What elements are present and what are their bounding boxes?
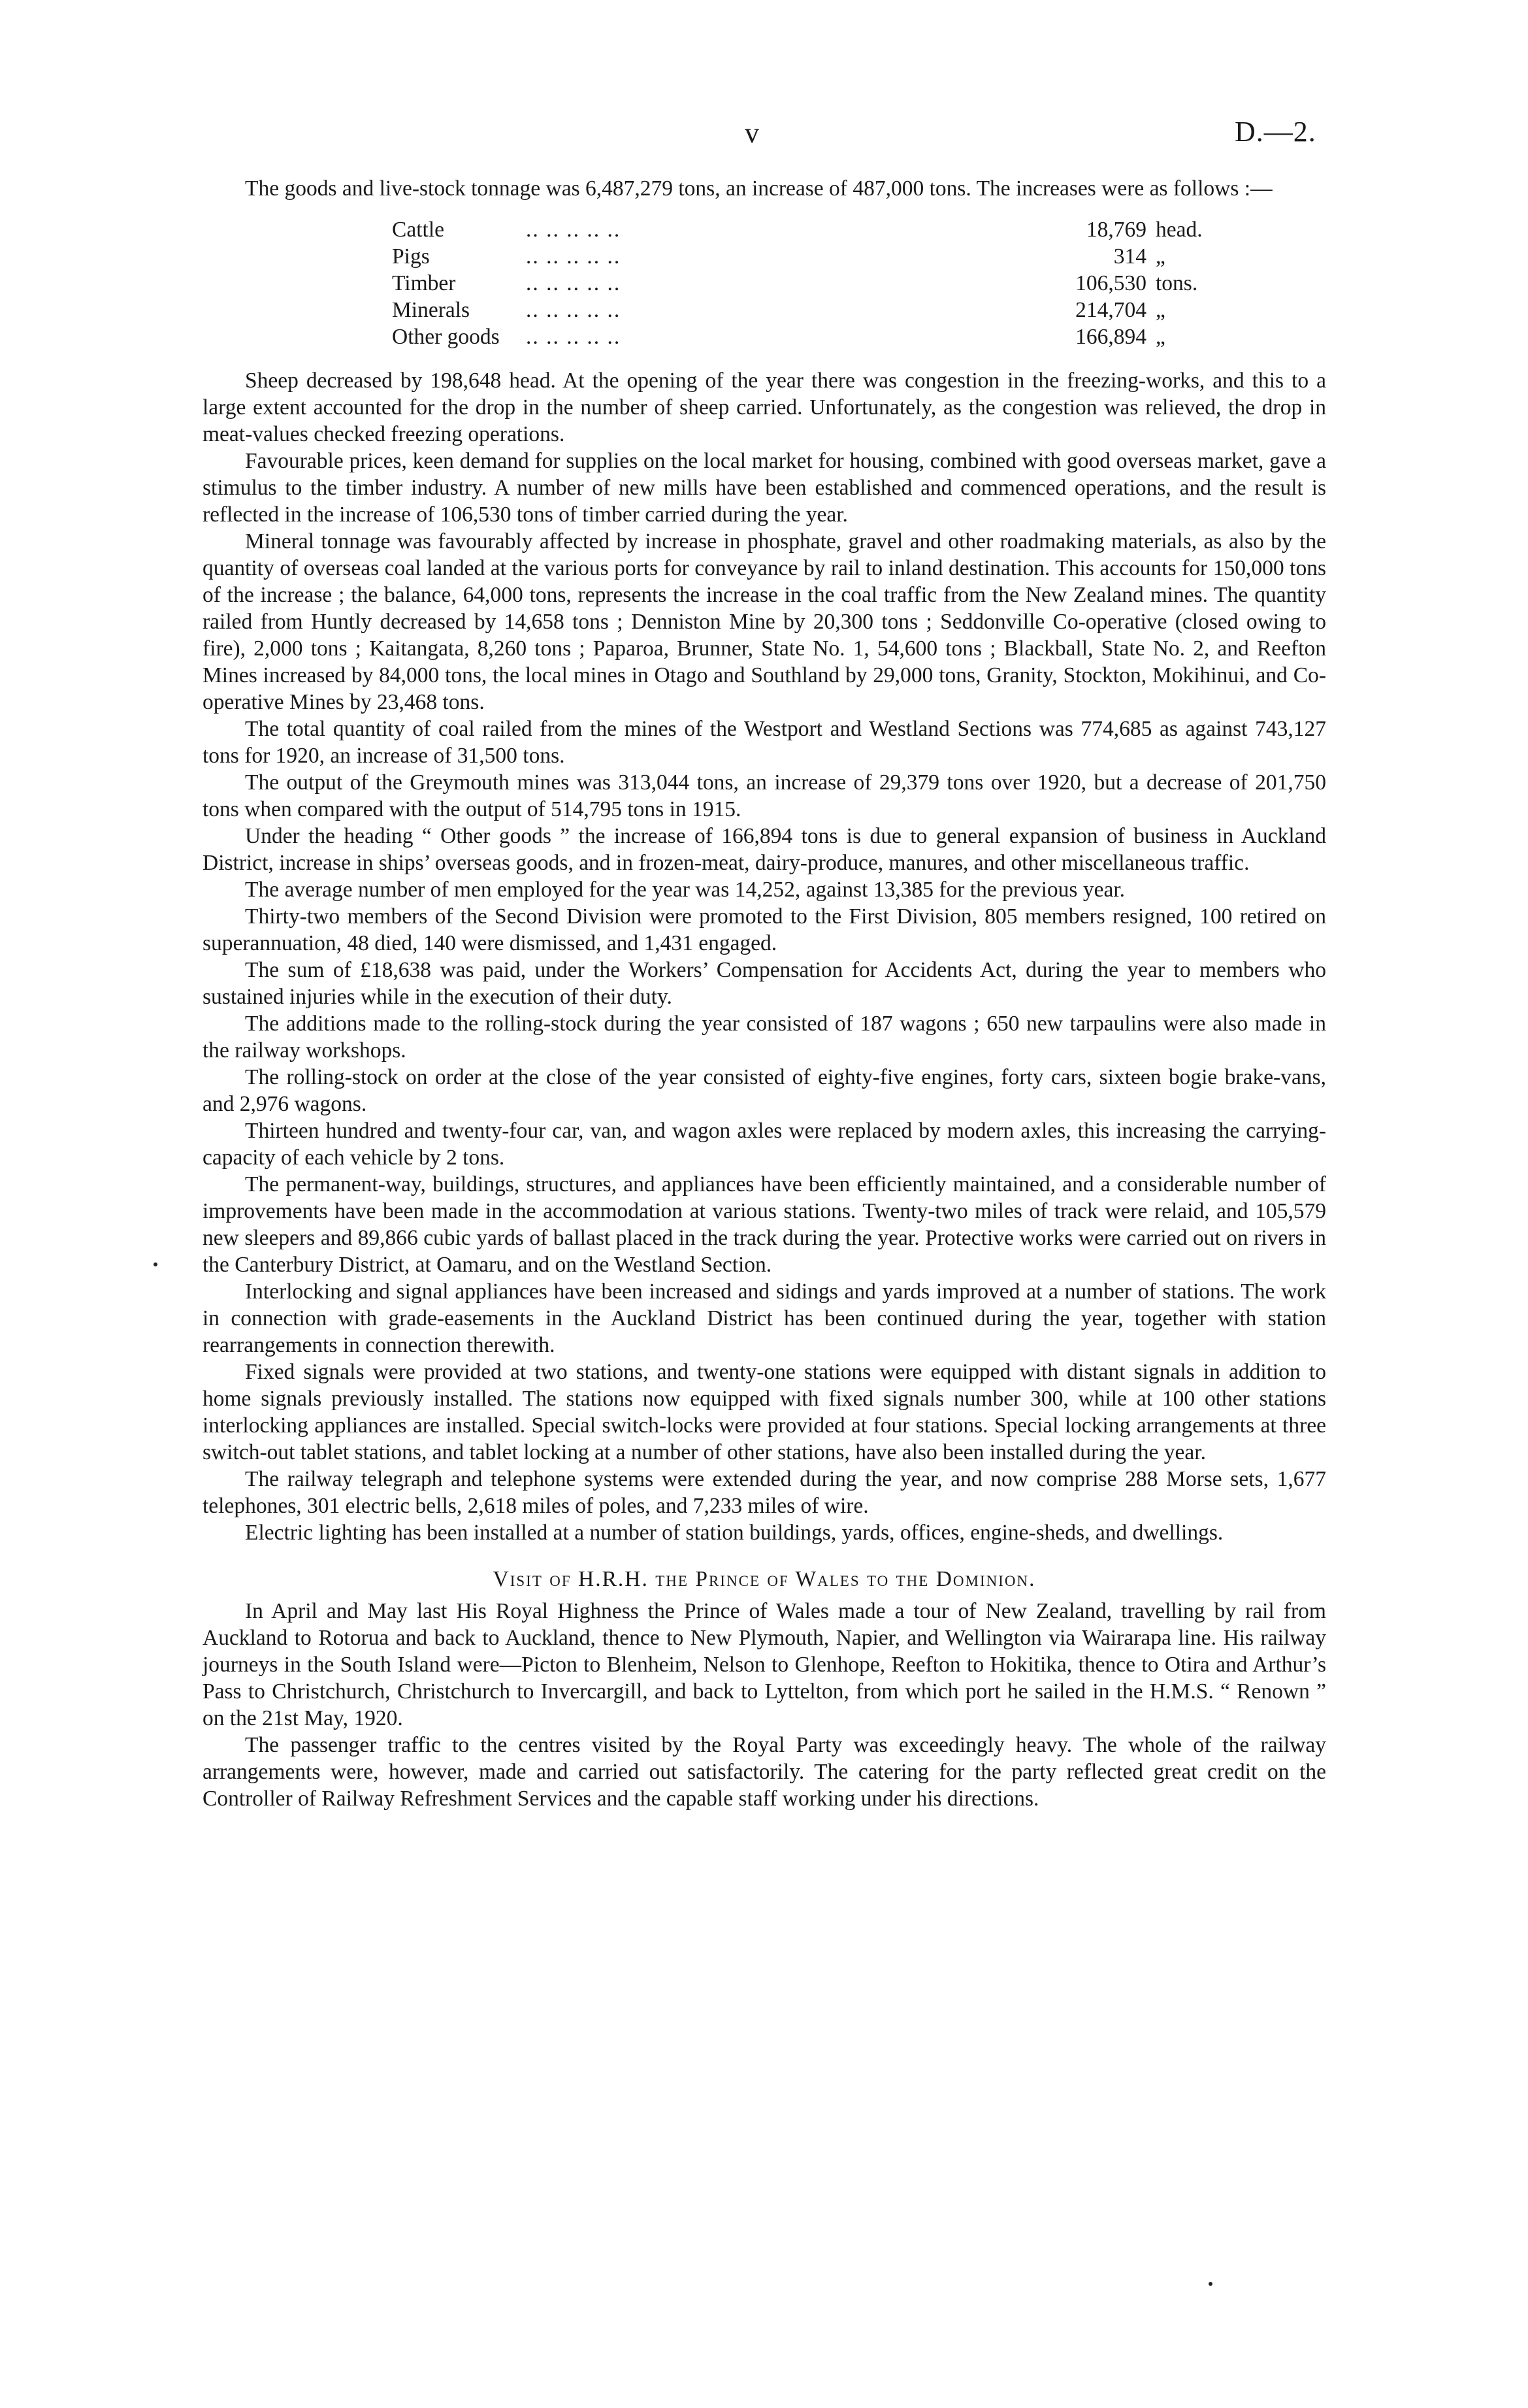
item-unit: „ xyxy=(1156,325,1165,349)
paragraph-permanent-way: The permanent-way, buildings, structures, and appliances have been efficiently maintained, and a considerable number of improvements have been made in the accommodation at various stations. Twenty-two miles of track were relaid, and 105,579 new sleepers and 89,866 cubic yards of ballast placed in the track during the year. Protective works were carried out on rivers in the Canterbury District, at Oamaru, and on the Westland Section. xyxy=(203,1172,1326,1277)
item-unit: „ xyxy=(1156,244,1165,269)
paragraph-greymouth-output: The output of the Greymouth mines was 313,044 tons, an increase of 29,379 tons over 1920, but a decrease of 201,750 tons when compared with the output of 514,795 tons in 1915. xyxy=(203,770,1326,821)
paragraph-axles: Thirteen hundred and twenty-four car, van, and wagon axles were replaced by modern axles, this increasing the carrying-capacity of each vehicle by 2 tons. xyxy=(203,1119,1326,1170)
item-quantity: 214,704 xyxy=(1075,298,1146,322)
paragraph-westport-coal: The total quantity of coal railed from the mines of the Westport and Westland Sections was 774,685 as against 743,127 tons for 1920, an increase of 31,500 tons. xyxy=(203,717,1326,768)
leader-dots: .. .. .. .. .. xyxy=(526,218,621,242)
table-row xyxy=(392,297,1241,323)
table-row xyxy=(392,323,1241,350)
leader-dots: .. .. .. .. .. xyxy=(526,298,621,322)
paragraph-rolling-stock-additions: The additions made to the rolling-stock during the year consisted of 187 wagons ; 650 new tarpaulins were also made in the railway workshops. xyxy=(203,1012,1326,1063)
paragraph-royal-tour: In April and May last His Royal Highness the Prince of Wales made a tour of New Zealand, travelling by rail from Auckland to Rotorua and back to Auckland, thence to New Plymouth, Napier, and Wellington via Wairarapa line. His railway journeys in the South Island were—Picton to Blenheim, Nelson to Glenhope, Reefton to Hokitika, thence to Otira and Arthur’s Pass to Christchurch, Christchurch to Invercargill, and back to Lyttelton, from which port he sailed in the H.M.S. “ Renown ” on the 21st May, 1920. xyxy=(203,1599,1326,1730)
paragraph-compensation: The sum of £18,638 was paid, under the Workers’ Compensation for Accidents Act, during the year to members who sustained injuries while in the execution of their duty. xyxy=(203,958,1326,1009)
item-unit: tons. xyxy=(1156,271,1198,295)
paragraph-rolling-stock-on-order: The rolling-stock on order at the close of the year consisted of eighty-five engines, forty cars, sixteen bogie brake-vans, and 2,976 wagons. xyxy=(203,1065,1326,1116)
item-label: Cattle xyxy=(392,218,445,242)
item-unit: head. xyxy=(1156,218,1203,242)
intro-paragraph: The goods and live-stock tonnage was 6,487,279 tons, an increase of 487,000 tons. The increases were as follows :— xyxy=(245,176,1273,201)
item-label: Pigs xyxy=(392,244,430,269)
leader-dots: .. .. .. .. .. xyxy=(526,325,621,349)
table-row xyxy=(392,216,1241,243)
paragraph-men-employed: The average number of men employed for the year was 14,252, against 13,385 for the previous year. xyxy=(245,878,1126,902)
paragraph-mineral-tonnage: Mineral tonnage was favourably affected by increase in phosphate, gravel and other roadmaking materials, as also by the quantity of overseas coal landed at the various ports for conveyance by rail to inland destination. This accounts for 150,000 tons of the increase ; the balance, 64,000 tons, represents the increase in the coal traffic from the New Zealand mines. The quantity railed from Huntly decreased by 14,658 tons ; Denniston Mine by 20,300 tons ; Seddonville Co-operative (closed owing to fire), 2,000 tons ; Kaitangata, 8,260 tons ; Paparoa, Brunner, State No. 1, 54,600 tons ; Blackball, State No. 2, and Reefton Mines increased by 84,000 tons, the local mines in Otago and Southland by 29,000 tons, Granity, Stockton, Mokihinui, and Co-operative Mines by 23,468 tons. xyxy=(203,529,1326,714)
page-number: v xyxy=(745,117,759,149)
paragraph-passenger-traffic: The passenger traffic to the centres visited by the Royal Party was exceedingly heavy. The whole of the railway arrangements were, however, made and carried out satisfactorily. The catering for the party reflected great credit on the Controller of Railway Refreshment Services and the capable staff working under his directions. xyxy=(203,1733,1326,1811)
item-unit: „ xyxy=(1156,298,1165,322)
item-label: Timber xyxy=(392,271,456,295)
paragraph-other-goods: Under the heading “ Other goods ” the increase of 166,894 tons is due to general expansion of business in Auckland District, increase in ships’ overseas goods, and in frozen-meat, dairy-produce, manures, and other miscellaneous traffic. xyxy=(203,824,1326,875)
item-label: Other goods xyxy=(392,325,500,349)
item-quantity: 166,894 xyxy=(1075,325,1146,349)
leader-dots: .. .. .. .. .. xyxy=(526,271,621,295)
table-row xyxy=(392,243,1241,270)
paragraph-electric-lighting: Electric lighting has been installed at a number of station buildings, yards, offices, engine-sheds, and dwellings. xyxy=(245,1521,1224,1545)
section-heading-royal-visit: Visit of H.R.H. the Prince of Wales to the Dominion. xyxy=(493,1567,1036,1591)
paragraph-timber: Favourable prices, keen demand for supplies on the local market for housing, combined with good overseas market, gave a stimulus to the timber industry. A number of new mills have been established and commenced operations, and the result is reflected in the increase of 106,530 tons of timber carried during the year. xyxy=(203,449,1326,527)
report-body xyxy=(203,175,1326,1812)
stray-dot-mark xyxy=(1209,2282,1212,2286)
item-label: Minerals xyxy=(392,298,470,322)
paragraph-sheep: Sheep decreased by 198,648 head. At the opening of the year there was congestion in the freezing-works, and this to a large extent accounted for the drop in the number of sheep carried. Unfortunately, as the congestion was relieved, the drop in meat-values checked freezing operations. xyxy=(203,369,1326,446)
stray-dot-mark xyxy=(154,1262,157,1266)
leader-dots: .. .. .. .. .. xyxy=(526,244,621,269)
document-reference: D.—2. xyxy=(1235,116,1316,148)
tonnage-increase-table xyxy=(392,216,1241,350)
paragraph-fixed-signals: Fixed signals were provided at two stations, and twenty-one stations were equipped with distant signals in addition to home signals previously installed. The stations now equipped with fixed signals number 300, while at 100 other stations interlocking appliances are installed. Special switch-locks were provided at four stations. Special locking arrangements at three switch-out tablet stations, and tablet locking at a number of other stations, have also been installed during the year. xyxy=(203,1360,1326,1464)
item-quantity: 106,530 xyxy=(1075,271,1146,295)
paragraph-staff-changes: Thirty-two members of the Second Division were promoted to the First Division, 805 members resigned, 100 retired on superannuation, 48 died, 140 were dismissed, and 1,431 engaged. xyxy=(203,904,1326,955)
paragraph-interlocking: Interlocking and signal appliances have been increased and sidings and yards improved at a number of stations. The work in connection with grade-easements in the Auckland District has been continued during the year, together with station rearrangements in connection therewith. xyxy=(203,1279,1326,1357)
table-row xyxy=(392,270,1241,297)
item-quantity: 18,769 xyxy=(1086,218,1146,242)
paragraph-telegraph: The railway telegraph and telephone systems were extended during the year, and now comprise 288 Morse sets, 1,677 telephones, 301 electric bells, 2,618 miles of poles, and 7,233 miles of wire. xyxy=(203,1467,1326,1518)
item-quantity: 314 xyxy=(1113,244,1146,269)
